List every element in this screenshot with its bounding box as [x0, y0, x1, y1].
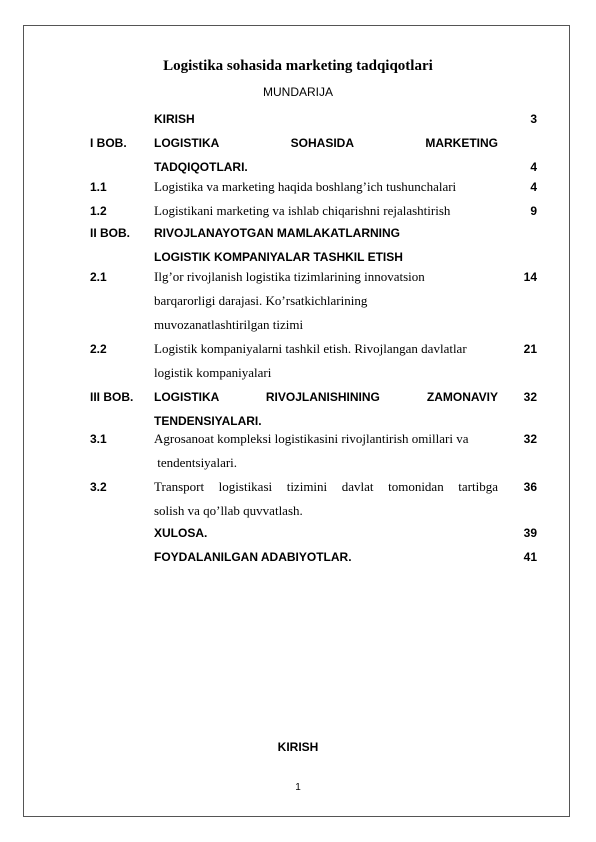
toc-entry-page: 3	[530, 112, 537, 126]
toc-entry	[0, 545, 596, 569]
toc-entry-line: Agrosanoat kompleksi logistikasini rivojlantirish omillari va	[154, 431, 469, 446]
toc-entry-line: barqarorligi darajasi. Ko’rsatkichlarining	[154, 293, 368, 308]
toc-entry-page: 32	[523, 432, 537, 446]
toc-entry	[0, 385, 596, 428]
toc-entry-line: LOGISTIK KOMPANIYALAR TASHKIL ETISH	[154, 250, 403, 264]
toc-entry-title	[154, 521, 498, 545]
toc-entry-line: FOYDALANILGAN ADABIYOTLAR.	[154, 550, 352, 564]
toc-entry	[0, 265, 596, 332]
toc-entry-line: TADQIQOTLARI.	[154, 160, 248, 174]
toc-entry-title	[154, 199, 498, 223]
toc-entry-number: II BOB.	[90, 226, 131, 240]
toc-entry	[0, 131, 596, 174]
toc-entry-title	[154, 175, 498, 199]
toc-entry-page: 9	[530, 204, 537, 218]
toc-entry-title	[154, 221, 498, 269]
toc-entry-title	[154, 475, 498, 523]
toc-entry-page: 39	[523, 526, 537, 540]
toc-entry-number: I BOB.	[90, 136, 127, 150]
toc-entry-line: Ilg’or rivojlanish logistika tizimlarining innovatsion	[154, 269, 425, 284]
toc-entry-number: III BOB.	[90, 390, 134, 404]
toc-entry-number: 3.1	[90, 432, 107, 446]
toc-entry-line: RIVOJLANAYOTGAN MAMLAKATLARNING	[154, 226, 400, 240]
toc-entry-page: 32	[523, 390, 537, 404]
toc-entry-line: Transport logistikasi tizimini davlat tomonidan tartibga	[154, 479, 498, 494]
toc-entry-page: 14	[523, 270, 537, 284]
toc-entry-title	[154, 107, 498, 131]
toc-entry-line: logistik kompaniyalari	[154, 365, 272, 380]
toc-entry-line: Logistik kompaniyalarni tashkil etish. Rivojlangan davlatlar	[154, 341, 467, 356]
toc-entry-page: 41	[523, 550, 537, 564]
toc-heading: MUNDARIJA	[262, 85, 333, 99]
toc-entry-title	[154, 545, 498, 569]
toc-entry	[0, 175, 596, 199]
toc-entry-page: 21	[523, 342, 537, 356]
toc-entry	[0, 107, 596, 131]
toc-entry-line: Logistikani marketing va ishlab chiqarishni rejalashtirish	[154, 203, 451, 218]
toc-entry-line: KIRISH	[154, 112, 195, 126]
toc-entry-page: 4	[530, 160, 537, 174]
toc-entry-number: 3.2	[90, 480, 107, 494]
toc-entry	[0, 475, 596, 518]
toc-entry-line: XULOSA.	[154, 526, 208, 540]
toc-entry-title	[154, 427, 498, 475]
toc-entry-line: LOGISTIKA SOHASIDA MARKETING	[154, 136, 498, 150]
toc-entry	[0, 337, 596, 380]
document-title: Logistika sohasida marketing tadqiqotlari	[163, 58, 433, 74]
toc-entry-page: 36	[523, 480, 537, 494]
toc-entry-title	[154, 131, 498, 179]
section-heading-kirish: KIRISH	[277, 740, 319, 754]
toc-entry-line: TENDENSIYALARI.	[154, 414, 262, 428]
toc-entry-title	[154, 385, 498, 433]
toc-entry	[0, 427, 596, 470]
toc-entry	[0, 199, 596, 223]
toc-entry-number: 1.1	[90, 180, 107, 194]
toc-entry-page: 4	[530, 180, 537, 194]
toc-entry-title	[154, 265, 498, 337]
toc-entry	[0, 521, 596, 545]
toc-entry-title	[154, 337, 498, 385]
toc-entry-line: Logistika va marketing haqida boshlang’ich tushunchalari	[154, 179, 457, 194]
toc-entry-line: LOGISTIKA RIVOJLANISHINING ZAMONAVIY	[154, 390, 498, 404]
toc-entry-line: tendentsiyalari.	[154, 455, 238, 470]
page-number: 1	[295, 782, 301, 793]
toc-entry	[0, 221, 596, 264]
toc-entry-number: 2.2	[90, 342, 107, 356]
toc-entry-number: 1.2	[90, 204, 107, 218]
toc-entry-number: 2.1	[90, 270, 107, 284]
toc-entry-line: solish va qo’llab quvvatlash.	[154, 503, 303, 518]
toc-entry-line: muvozanatlashtirilgan tizimi	[154, 317, 304, 332]
